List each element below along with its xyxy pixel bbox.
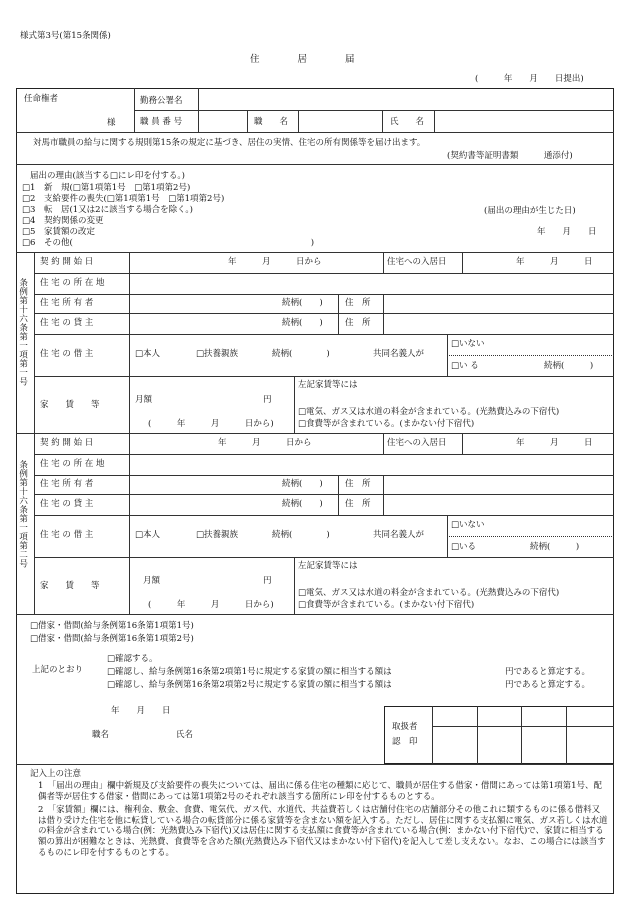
s1-borrower-relation: 続柄( ) xyxy=(272,349,330,359)
name-label: 氏 名 xyxy=(390,117,425,127)
s2-owner-jusho: 住 所 xyxy=(345,479,371,489)
reason-6: □6 その他( ) xyxy=(22,238,315,248)
s1-monthly: 月額 xyxy=(135,395,153,405)
s1-contract-date: 年 月 日から xyxy=(228,257,322,267)
handler-label: 取扱者 xyxy=(392,722,418,732)
reason-date: 年 月 日 xyxy=(537,227,597,237)
s2-lender: 住 宅 の 貸 主 xyxy=(40,499,94,509)
reason-heading: 届出の理由(該当する□にレ印を付する。) xyxy=(30,171,185,181)
s1-co-relation: 続柄( ) xyxy=(544,361,594,371)
reason-5: □5 家賃額の改定 xyxy=(22,227,95,237)
s2-co-exists: □いる xyxy=(451,542,477,552)
s1-contract-start: 契 約 開 始 日 xyxy=(40,257,94,267)
s1-move-in-date: 年 月 日 xyxy=(516,257,593,267)
s1-lender-relation: 続柄( ) xyxy=(282,318,323,328)
s1-lender-jusho: 住 所 xyxy=(345,318,371,328)
cert-date: 年 月 日 xyxy=(111,706,171,716)
reason-4: □4 契約関係の変更 xyxy=(22,216,104,226)
form-number: 様式第3号(第15条関係) xyxy=(20,31,111,41)
cert-end-2: 円であると算定する。 xyxy=(505,680,591,690)
s2-meals: □食費等が含まれている。(まかない付下宿代) xyxy=(298,600,475,610)
s2-contract-start: 契 約 開 始 日 xyxy=(40,438,94,448)
cert-rent2: □借家・借間(給与条例第16条第1項第2号) xyxy=(30,634,194,644)
s2-from: ( 年 月 日から) xyxy=(148,600,274,610)
cert-post: 職名 xyxy=(92,730,110,740)
s1-borrower: 住 宅 の 借 主 xyxy=(40,349,94,359)
seal-grid xyxy=(384,706,614,764)
office-label: 勤務公署名 xyxy=(140,96,183,106)
s2-lender-relation: 続柄( ) xyxy=(282,499,323,509)
reason-3: □3 転 居(1又は2に該当する場合を除く。) xyxy=(22,205,193,215)
s2-utilities: □電気、ガス又は水道の料金が含まれている。(光熱費込みの下宿代) xyxy=(298,588,560,598)
cert-confirm-1: □確認し、給与条例第16条第2項第1号に規定する家賃の額に相当する額は xyxy=(107,667,392,677)
cert-end-1: 円であると算定する。 xyxy=(505,667,591,677)
s2-co-tenant: 共同名義人が xyxy=(373,530,425,540)
note-1 xyxy=(38,781,608,802)
section2-side-label: 条例第十六条第一項第二号 xyxy=(17,460,28,568)
s1-co-none: □いない xyxy=(451,339,485,349)
section1-side-label: 条例第十六条第一項第一号 xyxy=(17,278,28,386)
s1-co-tenant: 共同名義人が xyxy=(373,349,425,359)
s2-monthly: 月額 xyxy=(143,576,161,586)
s2-co-relation: 続柄( ) xyxy=(530,542,580,552)
cert-rent1: □借家・借間(給与条例第16条第1項第1号) xyxy=(30,621,194,631)
s1-co-exists: □い る xyxy=(451,361,479,371)
appointer-label: 任命権者 xyxy=(24,94,59,104)
intro-text: 対馬市職員の給与に関する規則第15条の規定に基づき、居住の実情、住宅の所有関係等を届け出ます。 xyxy=(33,138,426,148)
s2-owner: 住 宅 所 有 者 xyxy=(40,479,94,489)
s2-self: □本人 xyxy=(135,530,161,540)
s2-rent: 家 賃 等 xyxy=(40,581,100,591)
s2-dependent: □扶養親族 xyxy=(196,530,239,540)
s2-owner-relation: 続柄( ) xyxy=(282,479,323,489)
submission-date: ( 年 月 日提出) xyxy=(475,74,584,84)
reason-1: □1 新 規(□第1項第1号 □第1項第2号) xyxy=(22,183,191,193)
s1-owner: 住 宅 所 有 者 xyxy=(40,298,94,308)
s2-borrower-relation: 続柄( ) xyxy=(272,530,330,540)
s1-dependent: □扶養親族 xyxy=(196,349,239,359)
note-2-text: 2 「家賃額」欄には、権利金、敷金、食費、電気代、ガス代、水道代、共益費若しくは店舗付住宅の店舗部分その他これに類するものに係る借料又は借り受けた住宅を他に転貸している場合の転貸部分に係る家賃等を含まない額を記入する。ただし、居住に関する支払額に電気、ガス若しくは水道の料金が含まれている場合(例：光熱費込み下宿代)又は居住に関する支払額に食費等が含まれている場合(例：まかない付下宿代)で、家賃に相当する額の算出が困難なときは、光熱費、食費等を含めた額(光熱費込み下宿代又はまかない付下宿代)を記入して差し支えない。なお、この場合には該当するものにレ印を付するものとする。 xyxy=(38,805,608,858)
cert-confirm: □確認する。 xyxy=(107,654,158,664)
s2-contract-date: 年 月 日から xyxy=(218,438,312,448)
s1-includes: 左記家賃等には xyxy=(298,380,358,390)
note-2 xyxy=(38,805,608,858)
s1-meals: □食費等が含まれている。(まかない付下宿代) xyxy=(298,419,475,429)
s1-from: ( 年 月 日から) xyxy=(148,419,274,429)
attachment-note: (契約書等証明書類 通添付) xyxy=(447,151,573,161)
s2-borrower: 住 宅 の 借 主 xyxy=(40,530,94,540)
s2-yen: 円 xyxy=(263,576,272,586)
s2-move-in-date: 年 月 日 xyxy=(516,438,593,448)
reason-2: □2 支給要件の喪失(□第1項第1号 □第1項第2号) xyxy=(22,194,225,204)
s1-utilities: □電気、ガス又は水道の料金が含まれている。(光熱費込みの下宿代) xyxy=(298,407,560,417)
notes-heading: 記入上の注意 xyxy=(30,769,82,779)
note-1-text: 1 「届出の理由」欄中新規及び支給要件の喪失については、届出に係る住宅の種類に応じて、職員が居住する借家・借間にあっては第1項第1号、配偶者等が居住する借家・借間にあっては第1項第2号のそれぞれ該当する箇所にレ印を付するものとする。 xyxy=(38,781,603,802)
page-title: 住 居 届 xyxy=(250,54,355,65)
staff-no-label: 職 員 番 号 xyxy=(140,117,183,127)
cert-name: 氏名 xyxy=(176,730,194,740)
s1-self: □本人 xyxy=(135,349,161,359)
s2-address: 住 宅 の 所 在 地 xyxy=(40,459,105,469)
s1-lender: 住 宅 の 貸 主 xyxy=(40,318,94,328)
s2-lender-jusho: 住 所 xyxy=(345,499,371,509)
s1-move-in: 住宅への入居日 xyxy=(387,257,447,267)
s1-owner-jusho: 住 所 xyxy=(345,298,371,308)
s1-yen: 円 xyxy=(263,395,272,405)
s2-co-none: □いない xyxy=(451,520,485,530)
cert-lead: 上記のとおり xyxy=(32,665,84,675)
s1-address: 住 宅 の 所 在 地 xyxy=(40,278,105,288)
s1-rent: 家 賃 等 xyxy=(40,400,100,410)
reason-date-label: (届出の理由が生じた日) xyxy=(484,206,576,216)
s2-move-in: 住宅への入居日 xyxy=(387,438,447,448)
seal-label: 認 印 xyxy=(392,737,418,747)
cert-confirm-2: □確認し、給与条例第16条第2項第2号に規定する家賃の額に相当する額は xyxy=(107,680,392,690)
post-label: 職 名 xyxy=(254,117,289,127)
s1-owner-relation: 続柄( ) xyxy=(282,298,323,308)
s2-includes: 左記家賃等には xyxy=(298,561,358,571)
sama-label: 様 xyxy=(107,118,116,128)
